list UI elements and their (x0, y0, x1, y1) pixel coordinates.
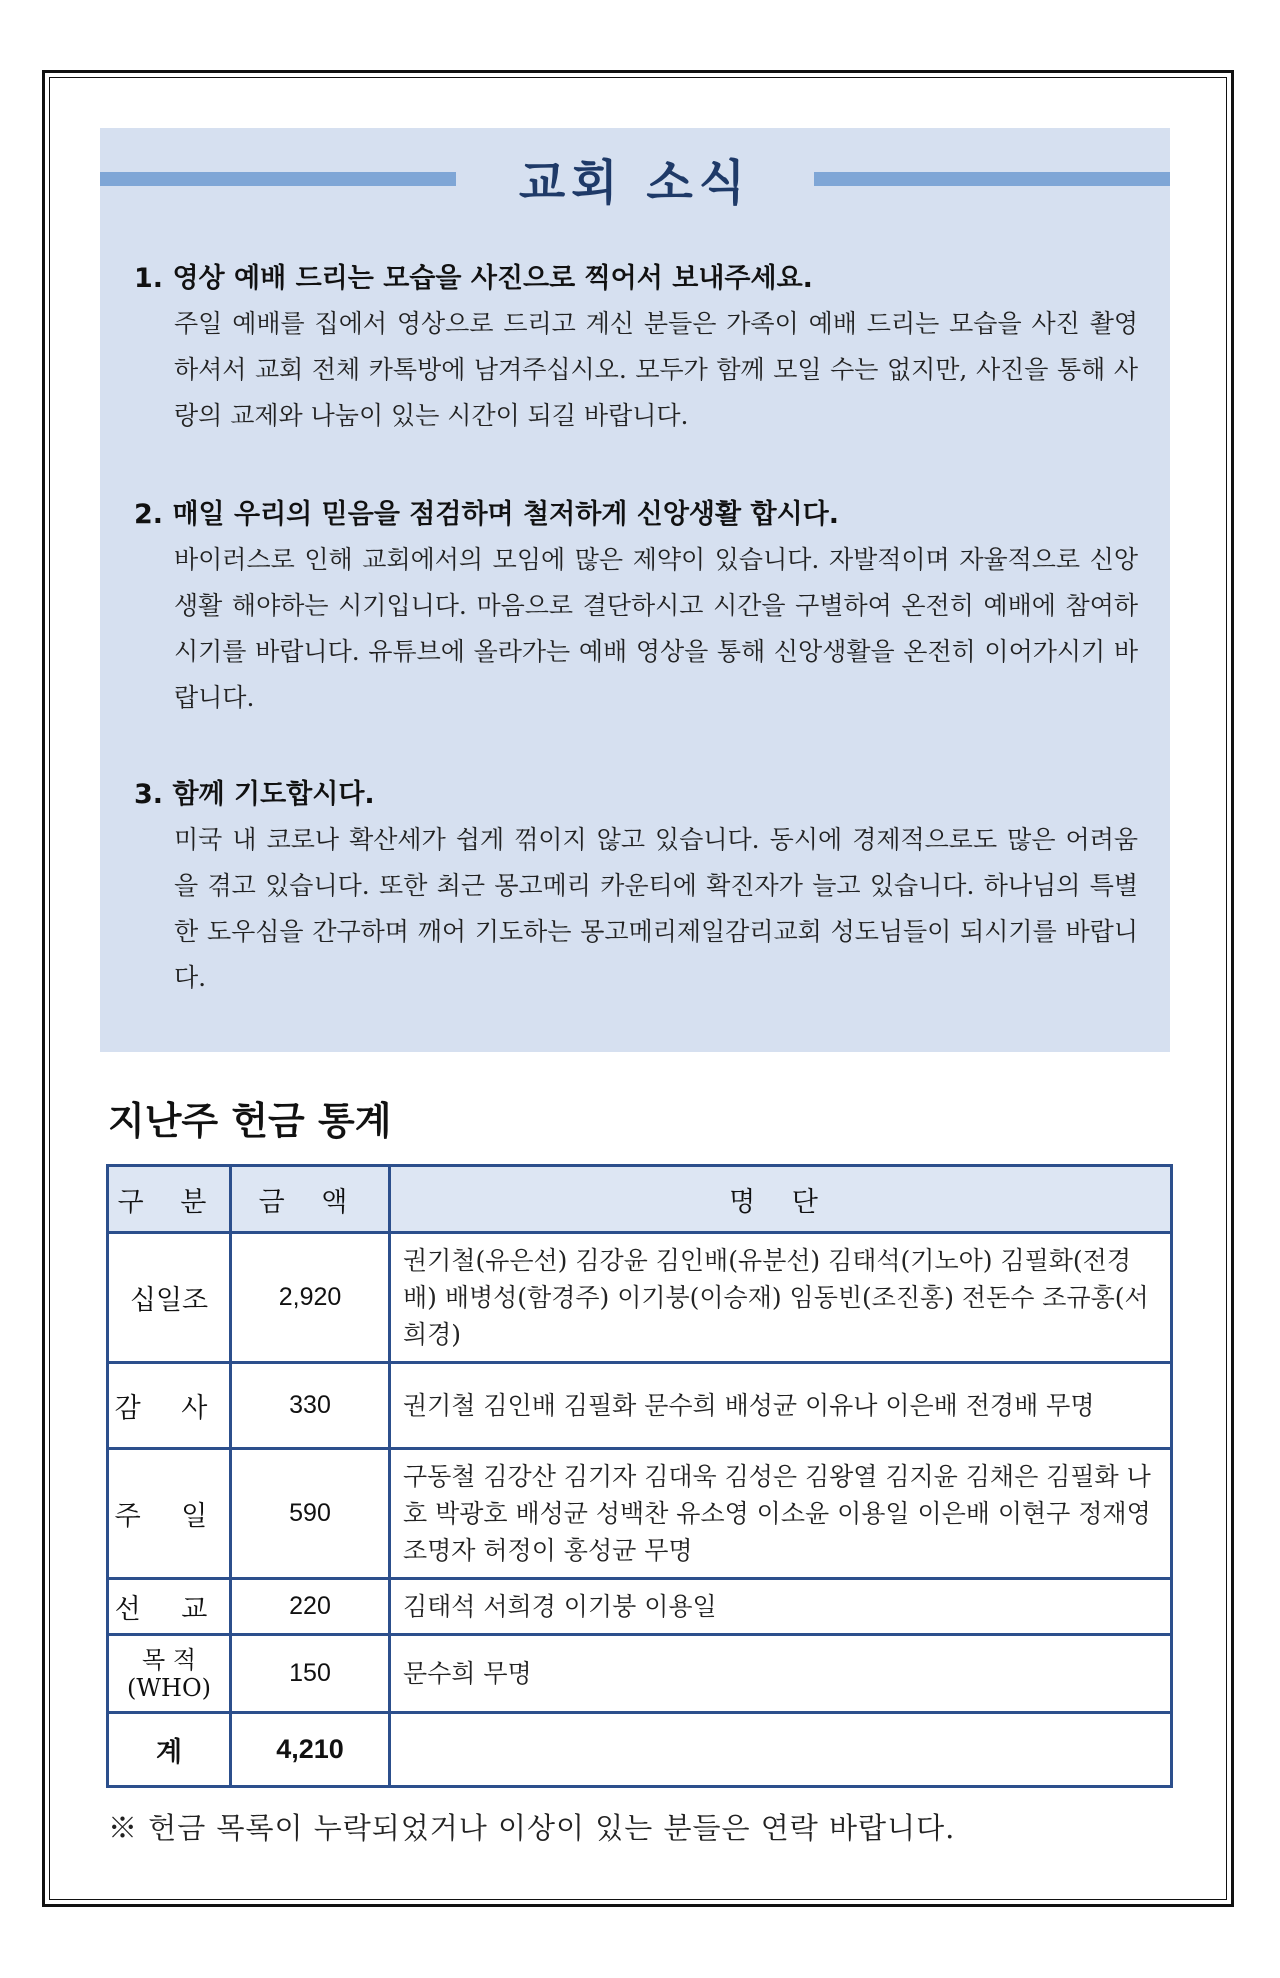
table-row (108, 1635, 1172, 1713)
news-item-heading: 1. 영상 예배 드리는 모습을 사진으로 찍어서 보내주세요. (134, 263, 813, 294)
row-amount: 2,920 (231, 1233, 390, 1363)
table-row (108, 1363, 1172, 1449)
row-amount: 330 (231, 1363, 390, 1449)
row-names: 문수희 무명 (390, 1635, 1172, 1713)
offering-footnote: ※ 헌금 목록이 누락되었거나 이상이 있는 분들은 연락 바랍니다. (108, 1811, 956, 1845)
offering-table (106, 1164, 1173, 1788)
row-amount: 590 (231, 1449, 390, 1579)
news-item-heading: 2. 매일 우리의 믿음을 점검하며 철저하게 신앙생활 합시다. (134, 499, 839, 530)
table-header-row (108, 1166, 1172, 1233)
row-category: 목 적 (WHO) (108, 1635, 231, 1713)
table-row (108, 1579, 1172, 1635)
church-news-panel (100, 128, 1170, 1052)
news-item-body: 미국 내 코로나 확산세가 쉽게 꺾이지 않고 있습니다. 동시에 경제적으로도 많은 어려움을 겪고 있습니다. 또한 최근 몽고메리 카운티에 확진자가 늘고 있습니다. 하나님의 특별한 도우심을 간구하며 깨어 기도하는 몽고메리제일감리교회 성도님들이 되시기를 바랍니다. (174, 825, 1138, 992)
header-names: 명 단 (390, 1166, 1172, 1233)
row-category: 십일조 (108, 1233, 231, 1363)
news-item-3 (134, 772, 1138, 1001)
total-amount: 4,210 (231, 1713, 390, 1787)
table-row (108, 1449, 1172, 1579)
row-names: 구동철 김강산 김기자 김대욱 김성은 김왕열 김지윤 김채은 김필화 나 호 박광호 배성균 성백찬 유소영 이소윤 이용일 이은배 이현구 정재영 조명자 허정이 홍성균 무명 (390, 1449, 1172, 1579)
table-row (108, 1233, 1172, 1363)
row-names: 김태석 서희경 이기붕 이용일 (390, 1579, 1172, 1635)
row-category: 감 사 (108, 1363, 231, 1449)
news-item-heading: 3. 함께 기도합시다. (134, 779, 375, 810)
row-names: 권기철 김인배 김필화 문수희 배성균 이유나 이은배 전경배 무명 (390, 1363, 1172, 1449)
row-category: 주 일 (108, 1449, 231, 1579)
news-item-2 (134, 492, 1138, 721)
total-label: 계 (108, 1713, 231, 1787)
news-item-body: 바이러스로 인해 교회에서의 모임에 많은 제약이 있습니다. 자발적이며 자율적으로 신앙생활 해야하는 시기입니다. 마음으로 결단하시고 시간을 구별하여 온전히 예배에 참여하시기를 바랍니다. 유튜브에 올라가는 예배 영상을 통해 신앙생활을 온전히 이어가시기 바랍니다. (174, 545, 1138, 712)
news-item-body: 주일 예배를 집에서 영상으로 드리고 계신 분들은 가족이 예배 드리는 모습을 사진 촬영하셔서 교회 전체 카톡방에 남겨주십시오. 모두가 함께 모일 수는 없지만, 사진을 통해 사랑의 교제와 나눔이 있는 시간이 되길 바랍니다. (174, 309, 1138, 430)
header-category: 구 분 (108, 1166, 231, 1233)
offering-stats-title: 지난주 헌금 통계 (108, 1099, 392, 1143)
row-amount: 220 (231, 1579, 390, 1635)
row-category: 선 교 (108, 1579, 231, 1635)
news-title: 교회 소식 (518, 155, 752, 211)
header-amount: 금 액 (231, 1166, 390, 1233)
total-names (390, 1713, 1172, 1787)
row-amount: 150 (231, 1635, 390, 1713)
row-names: 권기철(유은선) 김강윤 김인배(유분선) 김태석(기노아) 김필화(전경배) 배병성(함경주) 이기붕(이승재) 임동빈(조진홍) 전돈수 조규홍(서희경) (390, 1233, 1172, 1363)
table-total-row (108, 1713, 1172, 1787)
news-item-1 (134, 256, 1138, 439)
